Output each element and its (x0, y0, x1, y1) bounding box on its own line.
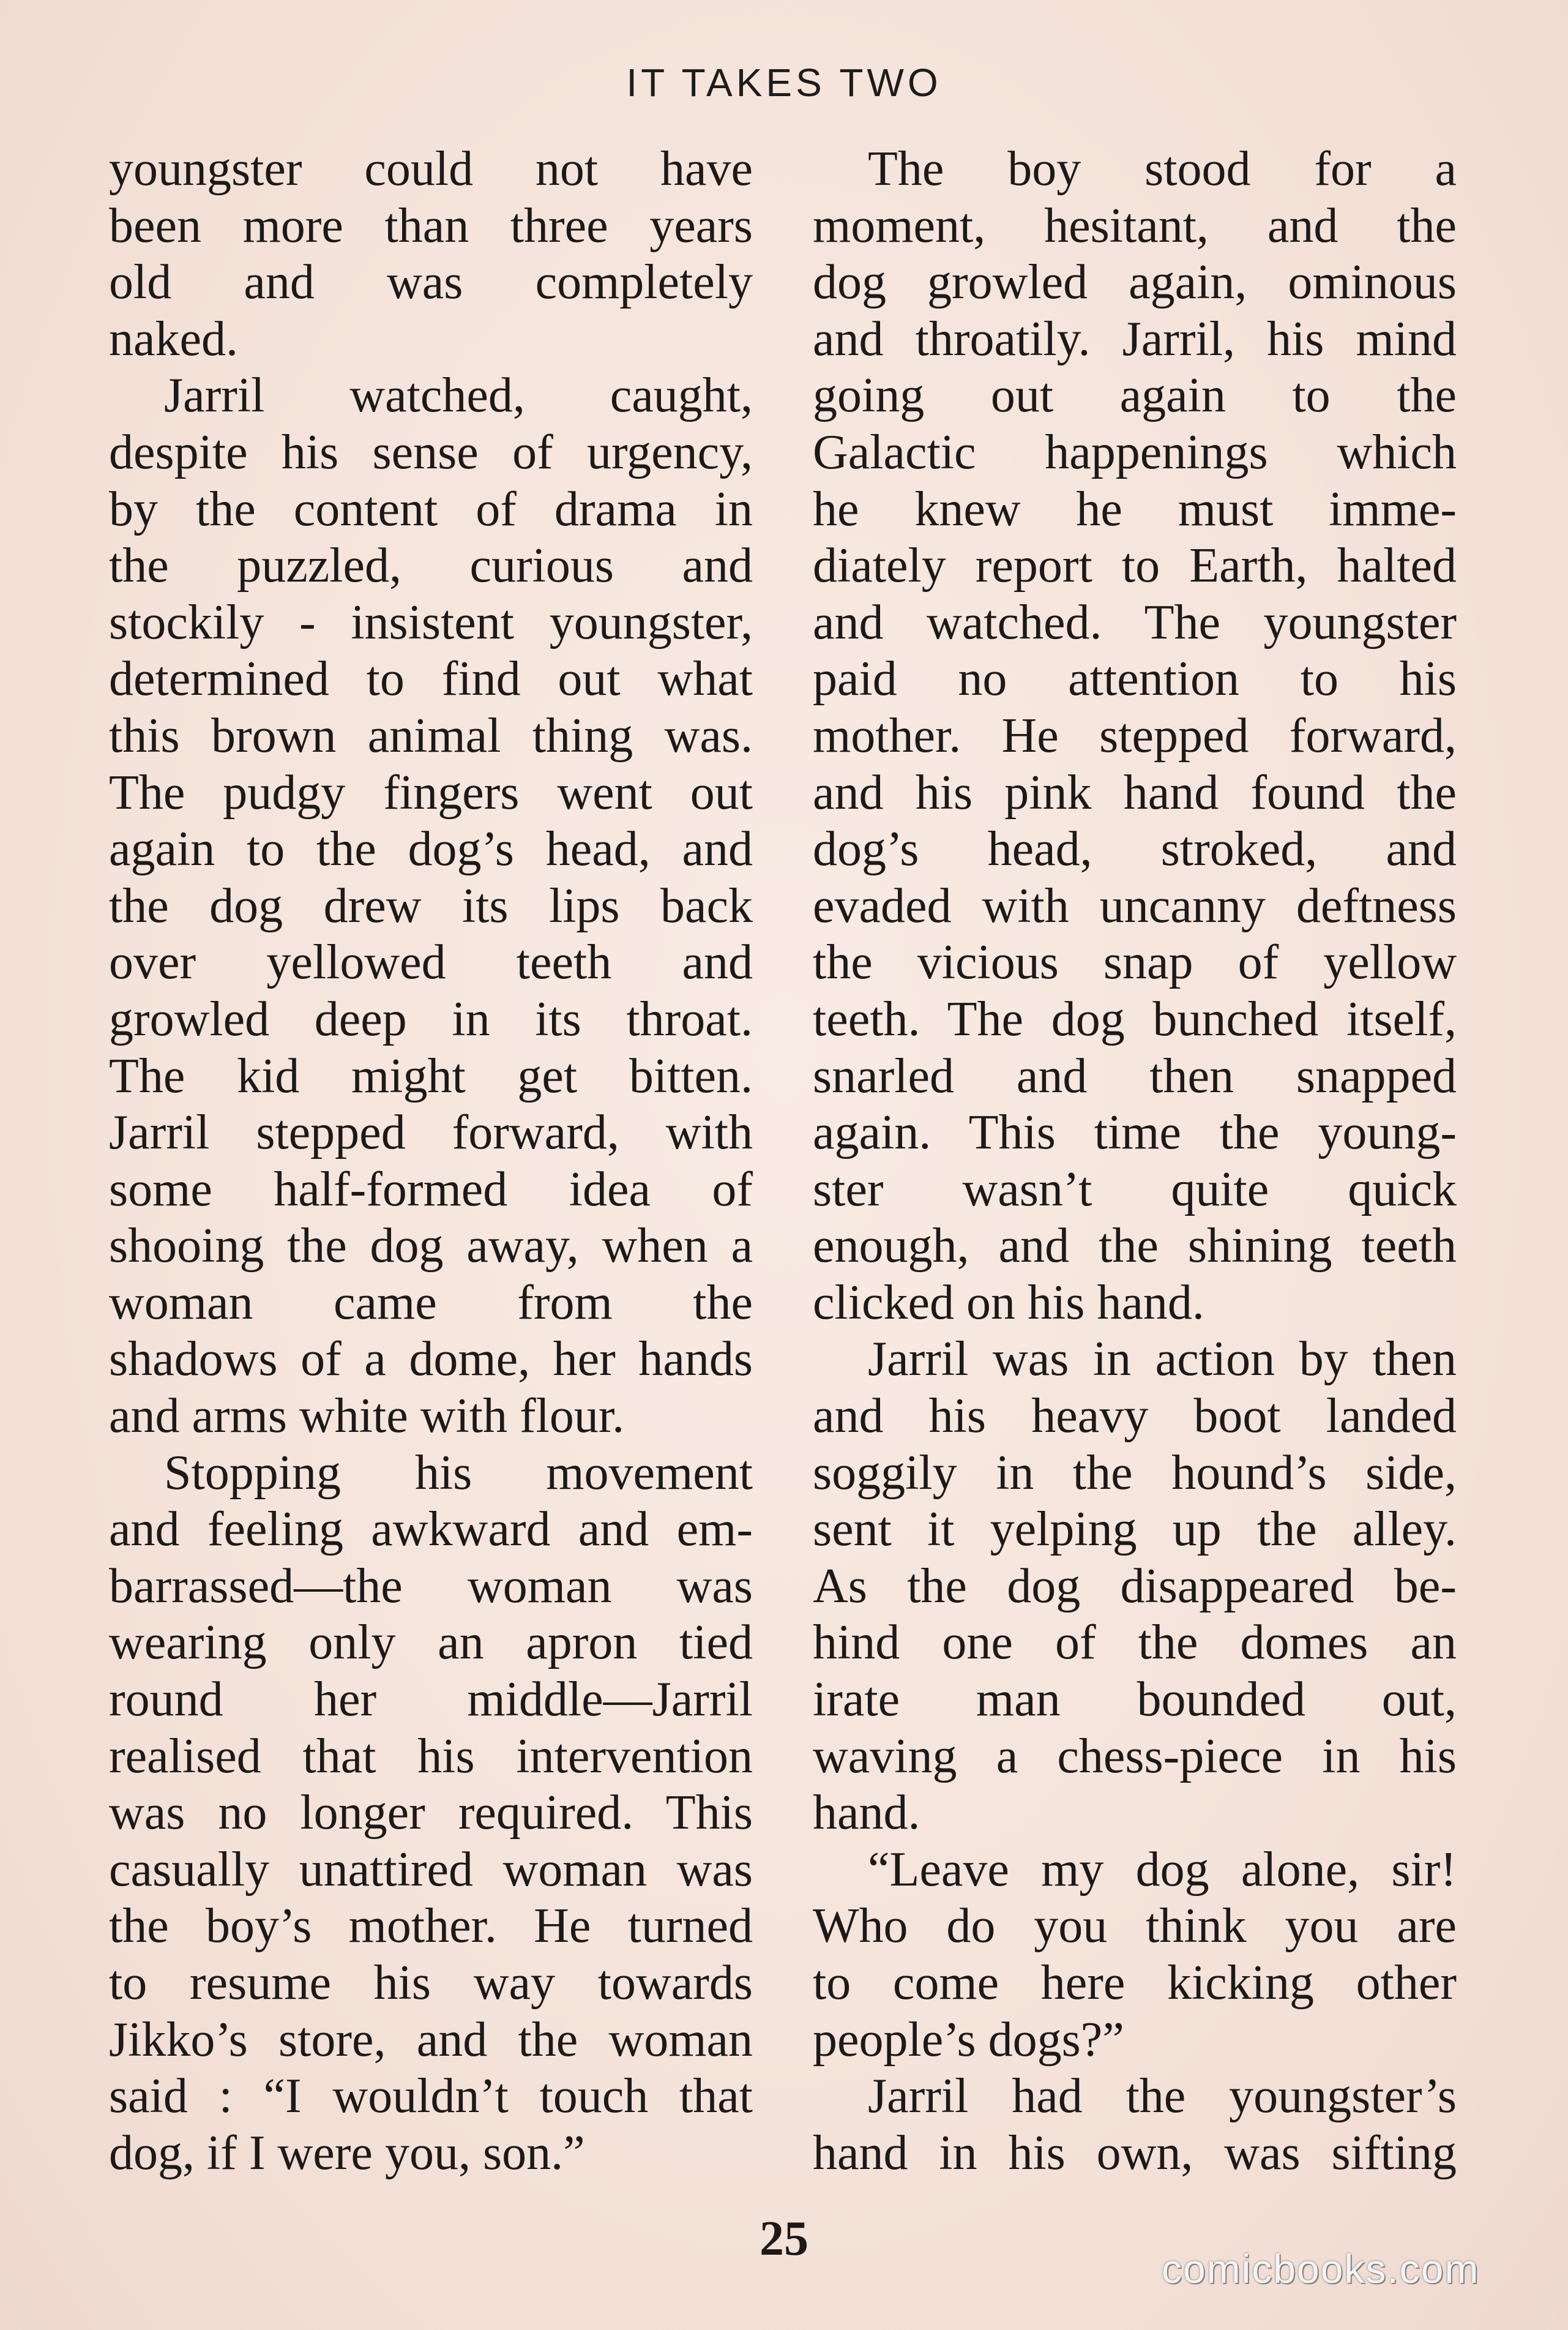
text-line: enough, and the shining teeth (813, 1219, 1457, 1273)
text-line: and feeling awkward and em- (109, 1502, 753, 1557)
text-line: and throatily. Jarril, his mind (813, 312, 1457, 366)
site-watermark: comicbooks.com (1162, 2246, 1480, 2291)
text-line: The boy stood for a (868, 142, 1457, 196)
text-line: Jarril was in action by then (868, 1332, 1457, 1387)
text-line: was no longer required. This (109, 1786, 753, 1840)
text-line: this brown animal thing was. (109, 708, 753, 763)
text-line: hind one of the domes an (813, 1616, 1457, 1670)
text-line: he knew he must imme- (813, 482, 1457, 536)
text-line: naked. (109, 312, 239, 366)
text-line: determined to find out what (109, 652, 753, 706)
text-line: the vicious snap of yellow (813, 935, 1457, 990)
text-line: dog growled again, ominous (813, 255, 1457, 310)
text-line: moment, hesitant, and the (813, 198, 1457, 253)
text-line: Jarril had the youngster’s (868, 2069, 1457, 2124)
text-line: ster wasn’t quite quick (813, 1162, 1457, 1216)
text-line: despite his sense of urgency, (109, 425, 753, 479)
text-line: soggily in the hound’s side, (813, 1445, 1457, 1500)
text-line: “Leave my dog alone, sir! (868, 1842, 1457, 1897)
text-line: the boy’s mother. He turned (109, 1899, 753, 1954)
text-line: to come here kicking other (813, 1956, 1457, 2010)
text-line: diately report to Earth, halted (813, 539, 1457, 593)
text-line: and his heavy boot landed (813, 1389, 1457, 1444)
text-line: sent it yelping up the alley. (813, 1502, 1457, 1557)
running-head: IT TAKES TWO (626, 61, 942, 105)
text-line: barrassed—the woman was (109, 1559, 753, 1613)
text-line: snarled and then snapped (813, 1049, 1457, 1103)
text-line: As the dog disappeared be- (813, 1559, 1457, 1613)
text-line: some half-formed idea of (109, 1162, 753, 1216)
text-line: evaded with uncanny deftness (813, 878, 1457, 933)
text-line: and watched. The youngster (813, 595, 1457, 650)
text-line: said : “I wouldn’t touch that (109, 2069, 753, 2124)
text-line: hand in his own, was sifting (813, 2126, 1457, 2180)
text-line: clicked on his hand. (813, 1275, 1204, 1330)
text-line: youngster could not have (109, 142, 753, 196)
text-line: dog, if I were you, son.” (109, 2126, 585, 2180)
text-line: wearing only an apron tied (109, 1616, 753, 1670)
text-line: Jarril stepped forward, with (109, 1106, 753, 1160)
text-line: going out again to the (813, 369, 1457, 423)
text-line: been more than three years (109, 198, 753, 253)
text-line: realised that his intervention (109, 1729, 753, 1783)
text-line: Jarril watched, caught, (164, 369, 753, 423)
text-line: Galactic happenings which (813, 425, 1457, 479)
text-line: shooing the dog away, when a (109, 1219, 753, 1273)
text-line: mother. He stepped forward, (813, 708, 1457, 763)
text-line: Who do you think you are (813, 1899, 1457, 1954)
text-line: over yellowed teeth and (109, 935, 753, 990)
text-line: The pudgy fingers went out (109, 765, 753, 820)
left-column (109, 141, 753, 2181)
text-line: paid no attention to his (813, 652, 1457, 706)
text-line: teeth. The dog bunched itself, (813, 992, 1457, 1046)
text-line: by the content of drama in (109, 482, 753, 536)
text-line: the dog drew its lips back (109, 878, 753, 933)
text-line: people’s dogs?” (813, 2012, 1124, 2067)
text-line: again. This time the young- (813, 1106, 1457, 1160)
text-line: the puzzled, curious and (109, 539, 753, 593)
text-line: dog’s head, stroked, and (813, 822, 1457, 877)
text-line: hand. (813, 1786, 920, 1840)
text-line: growled deep in its throat. (109, 992, 753, 1046)
text-line: Jikko’s store, and the woman (109, 2012, 753, 2067)
text-line: and his pink hand found the (813, 765, 1457, 820)
text-line: Stopping his movement (164, 1445, 753, 1500)
text-line: The kid might get bitten. (109, 1049, 753, 1103)
text-line: casually unattired woman was (109, 1842, 753, 1897)
text-line: shadows of a dome, her hands (109, 1332, 753, 1387)
right-column (813, 141, 1457, 2181)
text-line: to resume his way towards (109, 1956, 753, 2010)
page-number: 25 (760, 2212, 808, 2266)
text-line: irate man bounded out, (813, 1673, 1457, 1727)
text-line: waving a chess-piece in his (813, 1729, 1457, 1783)
text-line: woman came from the (109, 1275, 753, 1330)
text-line: round her middle—Jarril (109, 1673, 753, 1727)
text-line: and arms white with flour. (109, 1389, 625, 1444)
text-line: stockily - insistent youngster, (109, 595, 753, 650)
text-line: old and was completely (109, 255, 753, 310)
text-line: again to the dog’s head, and (109, 822, 753, 877)
